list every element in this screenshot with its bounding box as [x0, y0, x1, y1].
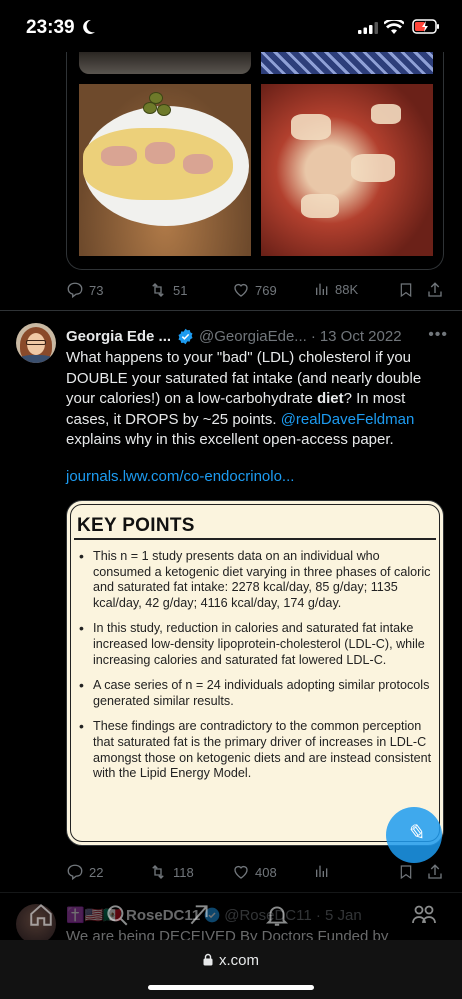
key-point-item: • A case series of n = 24 individuals adopting similar protocols generated similar results.: [79, 678, 441, 709]
tweet1-like-count: 769: [255, 282, 277, 298]
key-points-list: [79, 549, 441, 792]
views-icon: [314, 281, 330, 297]
retweet-icon: [148, 281, 168, 299]
tweet2-date[interactable]: 13 Oct 2022: [319, 327, 402, 345]
tweet2-retweet-button[interactable]: [148, 863, 194, 881]
tweet2-author-handle[interactable]: @GeorgiaEde...: [199, 327, 307, 345]
tweet2-actions: [66, 863, 446, 883]
tweet2-text-bold: diet: [316, 390, 344, 407]
tweet1-views-button[interactable]: [314, 281, 358, 297]
key-points-image[interactable]: [66, 500, 444, 846]
key-point-item: • This n = 1 study presents data on an individual who consumed a ketogenic diet varying in three phases of caloric and saturated fat intake: 2278 kcal/day, 85 g/day; 1135 kcal/day, 42 g/day; 4116 kcal/day, 174 g/day.: [79, 549, 441, 611]
tweet2-text-part2: ? In most cases, it DROPS by ~25 points.: [66, 390, 406, 428]
tweet2-text: [66, 348, 450, 451]
key-point-item: • These findings are contradictory to the common perception that saturated fat is the primary driver of increases in LDL-C amongst those on ketogenic diets and are instead consistent with the Lipid Energy Model.: [79, 719, 441, 781]
tweet2-bookmark-button[interactable]: [398, 863, 414, 881]
tweet1-image-kimchi[interactable]: [261, 84, 433, 256]
grok-icon[interactable]: [186, 902, 212, 928]
tweet1-reply-button[interactable]: [66, 281, 103, 299]
tweet2-reply-button[interactable]: [66, 863, 103, 881]
tweet1-view-count: 88K: [335, 281, 359, 297]
browser-address-bar[interactable]: [0, 940, 462, 999]
tweet-divider: [0, 310, 462, 311]
tweet2-text-part1: What happens to your "bad" (LDL) cholesterol if you DOUBLE your saturated fat intake (and nearly double your calories!) on a low-carbohydrate: [66, 349, 422, 407]
tweet1-bookmark-button[interactable]: [398, 281, 414, 299]
wifi-icon: [384, 20, 404, 35]
tweet2-header: [66, 326, 450, 346]
tweet1-media-grid[interactable]: [66, 52, 444, 270]
tweet2-like-count: 408: [255, 864, 277, 880]
key-point-item: • In this study, reduction in calories and saturated fat intake increased low-density lipoprotein-cholesterol (LDL-C), while increasing calories and saturated fat lowered LDL-C.: [79, 621, 441, 668]
tweet2-views-button[interactable]: [314, 863, 330, 879]
address-bar-url-text: x.com: [218, 952, 259, 969]
verified-badge-icon: [177, 328, 194, 345]
bookmark-icon: [398, 281, 414, 299]
tweet1-retweet-button[interactable]: [148, 281, 187, 299]
search-icon[interactable]: [104, 902, 130, 928]
tweet1-image-omelet[interactable]: [79, 84, 251, 256]
tweet2-retweet-count: 118: [173, 864, 194, 880]
reply-icon: [66, 281, 84, 299]
status-time: 23:39: [26, 17, 75, 38]
tweet2-reply-count: 22: [89, 864, 104, 880]
moon-icon: [82, 19, 96, 35]
notifications-icon[interactable]: [264, 902, 290, 928]
views-icon: [314, 863, 330, 879]
home-indicator[interactable]: [148, 985, 314, 990]
cellular-signal-icon: [358, 22, 378, 34]
tweet2-url-link[interactable]: journals.lww.com/co-endocrinolo...: [66, 468, 295, 485]
tweet1-share-button[interactable]: [426, 281, 444, 299]
tweet1-image-1[interactable]: [79, 52, 251, 74]
tweet2-share-button[interactable]: [426, 863, 444, 881]
home-icon[interactable]: [28, 902, 54, 928]
bottom-tab-bar: [0, 892, 462, 940]
separator-dot: ·: [310, 327, 316, 345]
compose-button[interactable]: [386, 807, 442, 863]
tweet2-author-name[interactable]: Georgia Ede ...: [66, 327, 172, 345]
tweet1-reply-count: 73: [89, 282, 104, 298]
status-bar: [0, 0, 462, 58]
key-points-title: KEY POINTS: [77, 515, 195, 536]
avatar[interactable]: [16, 323, 56, 363]
address-bar-url: [0, 952, 462, 969]
tweet2-mention-link[interactable]: @realDaveFeldman: [280, 410, 415, 428]
bookmark-icon: [398, 863, 414, 881]
share-icon: [426, 281, 444, 299]
key-points-rule: [74, 538, 436, 540]
reply-icon: [66, 863, 84, 881]
tweet1-image-2[interactable]: [261, 52, 433, 74]
communities-icon[interactable]: [410, 902, 438, 928]
retweet-icon: [148, 863, 168, 881]
tweet1-actions: [66, 281, 446, 301]
lock-icon: [203, 953, 213, 966]
tweet2-text-part3: explains why in this excellent open-access paper.: [66, 431, 394, 448]
tweet1-like-button[interactable]: [232, 281, 277, 299]
tweet1-retweet-count: 51: [173, 282, 188, 298]
share-icon: [426, 863, 444, 881]
more-options-icon[interactable]: •••: [428, 326, 448, 343]
heart-icon: [232, 281, 250, 299]
tweet2-like-button[interactable]: [232, 863, 277, 881]
compose-quill-icon: ✎: [406, 821, 425, 846]
heart-icon: [232, 863, 250, 881]
battery-charging-icon: [412, 19, 440, 34]
